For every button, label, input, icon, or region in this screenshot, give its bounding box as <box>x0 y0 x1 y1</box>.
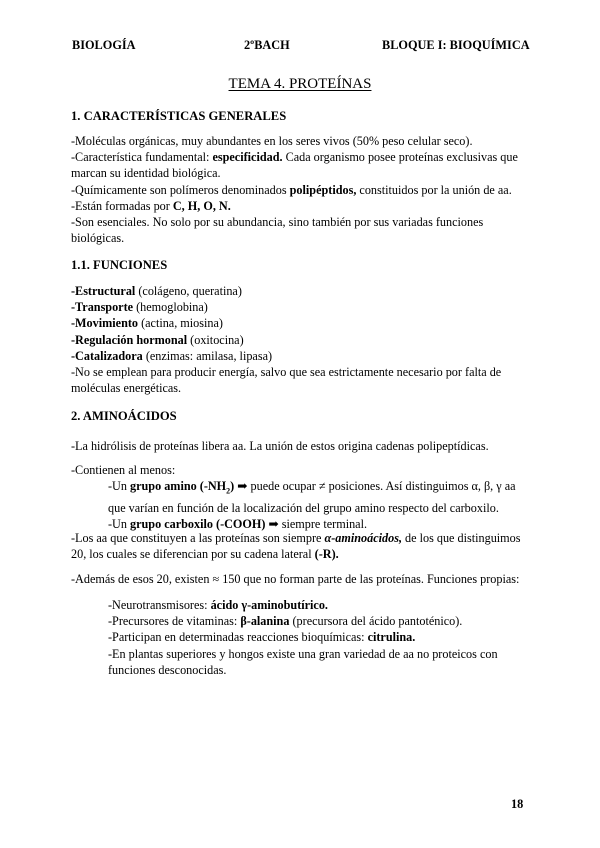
line-2-rest: Cada organismo posee proteínas exclusivas que marcan su identidad biológica. <box>71 150 518 181</box>
function-detail: (actina, miosina) <box>138 316 223 331</box>
amino-subscript: 2 <box>226 486 231 496</box>
paragraph-alpha <box>71 530 531 562</box>
function-label: -Catalizadora <box>71 348 143 363</box>
line-3 <box>71 182 531 198</box>
function-catalytic <box>71 348 531 364</box>
function-detail: (colágeno, queratina) <box>135 284 242 298</box>
section-1-body <box>71 133 531 246</box>
line-3-bold: polipéptidos, <box>289 182 357 197</box>
amino-bold-text: grupo amino (-NH <box>130 479 227 493</box>
header-block: BLOQUE I: BIOQUÍMICA <box>382 38 530 52</box>
carboxyl-prefix: -Un <box>108 516 131 531</box>
function-energy-note: -No se emplean para producir energía, salvo que sea estrictamente necesario por falta de moléculas energéticas. <box>71 365 502 396</box>
header-course: 2ºBACH <box>244 38 290 52</box>
carboxyl-bold: grupo carboxilo (-COOH) <box>130 516 266 531</box>
amino-bold <box>130 479 235 496</box>
function-hormonal <box>71 332 531 348</box>
alpha-bold: α-aminoácidos, <box>324 531 402 545</box>
function-label: -Transporte <box>71 300 134 315</box>
line-4-text: -Están formadas por <box>71 198 173 213</box>
section-1-1-body <box>71 283 531 396</box>
alpha-a: -Los aa que constituyen a las proteínas son siempre <box>71 531 325 545</box>
header-subject: BIOLOGÍA <box>72 38 136 52</box>
page-title-text: TEMA 4. PROTEÍNAS <box>228 76 372 92</box>
line-2 <box>71 149 531 181</box>
item-text: -Participan en determinadas reacciones bioquímicas: <box>108 630 368 645</box>
page-number: 18 <box>511 797 524 811</box>
plants-item: -En plantas superiores y hongos existe una gran variedad de aa no proteicos con funciones desconocidas. <box>108 646 498 677</box>
reaction-item <box>108 629 533 645</box>
alpha-r: (-R). <box>314 547 339 562</box>
amino-detail: ➡ puede ocupar ≠ posiciones. Así distinguimos α, β, γ aa que varían en función de la localización del grupo amino respecto del carboxilo. <box>108 479 516 515</box>
amino-group-item <box>108 478 533 516</box>
line-4-bold: C, H, O, N. <box>172 198 231 213</box>
line-3-text: -Químicamente son polímeros denominados <box>71 182 290 197</box>
line-4 <box>71 198 531 214</box>
function-detail: (hemoglobina) <box>133 300 208 315</box>
function-movement <box>71 315 531 331</box>
section-heading-1: 1. CARACTERÍSTICAS GENERALES <box>71 109 287 123</box>
line-2-bold: especificidad. <box>212 150 283 165</box>
neurotransmitter-item <box>108 597 533 613</box>
function-label: -Estructural <box>71 284 136 298</box>
alpha-c: de los que distinguimos 20, los cuales se diferencian por su cadena lateral <box>71 531 521 562</box>
page-title <box>0 76 600 92</box>
function-detail: (enzimas: amilasa, lipasa) <box>142 348 273 363</box>
line-5: -Son esenciales. No solo por su abundancia, sino también por sus variadas funciones biológicas. <box>71 215 484 246</box>
line-1: -Moléculas orgánicas, muy abundantes en los seres vivos (50% peso celular seco). <box>71 134 473 148</box>
item-bold: ácido γ-aminobutírico. <box>210 598 328 612</box>
paragraph-contain <box>71 462 531 478</box>
amino-prefix: -Un <box>108 479 131 493</box>
hydrolysis-text: -La hidrólisis de proteínas libera aa. La unión de estos origina cadenas polipeptídicas. <box>71 439 489 453</box>
function-list <box>108 597 533 678</box>
item-bold: citrulina. <box>367 630 416 645</box>
function-label: -Regulación hormonal <box>71 332 188 347</box>
item-bold: β-alanina <box>240 614 290 629</box>
others-text: -Además de esos 20, existen ≈ 150 que no forman parte de las proteínas. Funciones propias: <box>71 572 520 586</box>
paragraph-others <box>71 571 531 587</box>
section-heading-2: 2. AMINOÁCIDOS <box>71 409 177 423</box>
item-text: -Precursores de vitaminas: <box>108 614 241 629</box>
amino-close: ) <box>230 479 235 493</box>
item-rest: (precursora del ácido pantoténico). <box>289 614 463 629</box>
carboxyl-detail: ➡ siempre terminal. <box>265 516 368 531</box>
line-2-text: -Característica fundamental: <box>71 150 213 165</box>
vitamin-item <box>108 613 533 629</box>
function-label: -Movimiento <box>71 316 139 331</box>
contain-text: -Contienen al menos: <box>71 463 176 477</box>
function-detail: (oxitocina) <box>187 332 244 347</box>
alpha-text <box>71 530 531 562</box>
group-list <box>108 478 533 532</box>
section-heading-1-1: 1.1. FUNCIONES <box>71 258 168 272</box>
paragraph-hydrolysis <box>71 438 531 454</box>
function-transport <box>71 299 531 315</box>
item-text: -Neurotransmisores: <box>108 598 211 612</box>
function-structural <box>71 283 531 299</box>
line-3-rest: constituidos por la unión de aa. <box>356 182 512 197</box>
